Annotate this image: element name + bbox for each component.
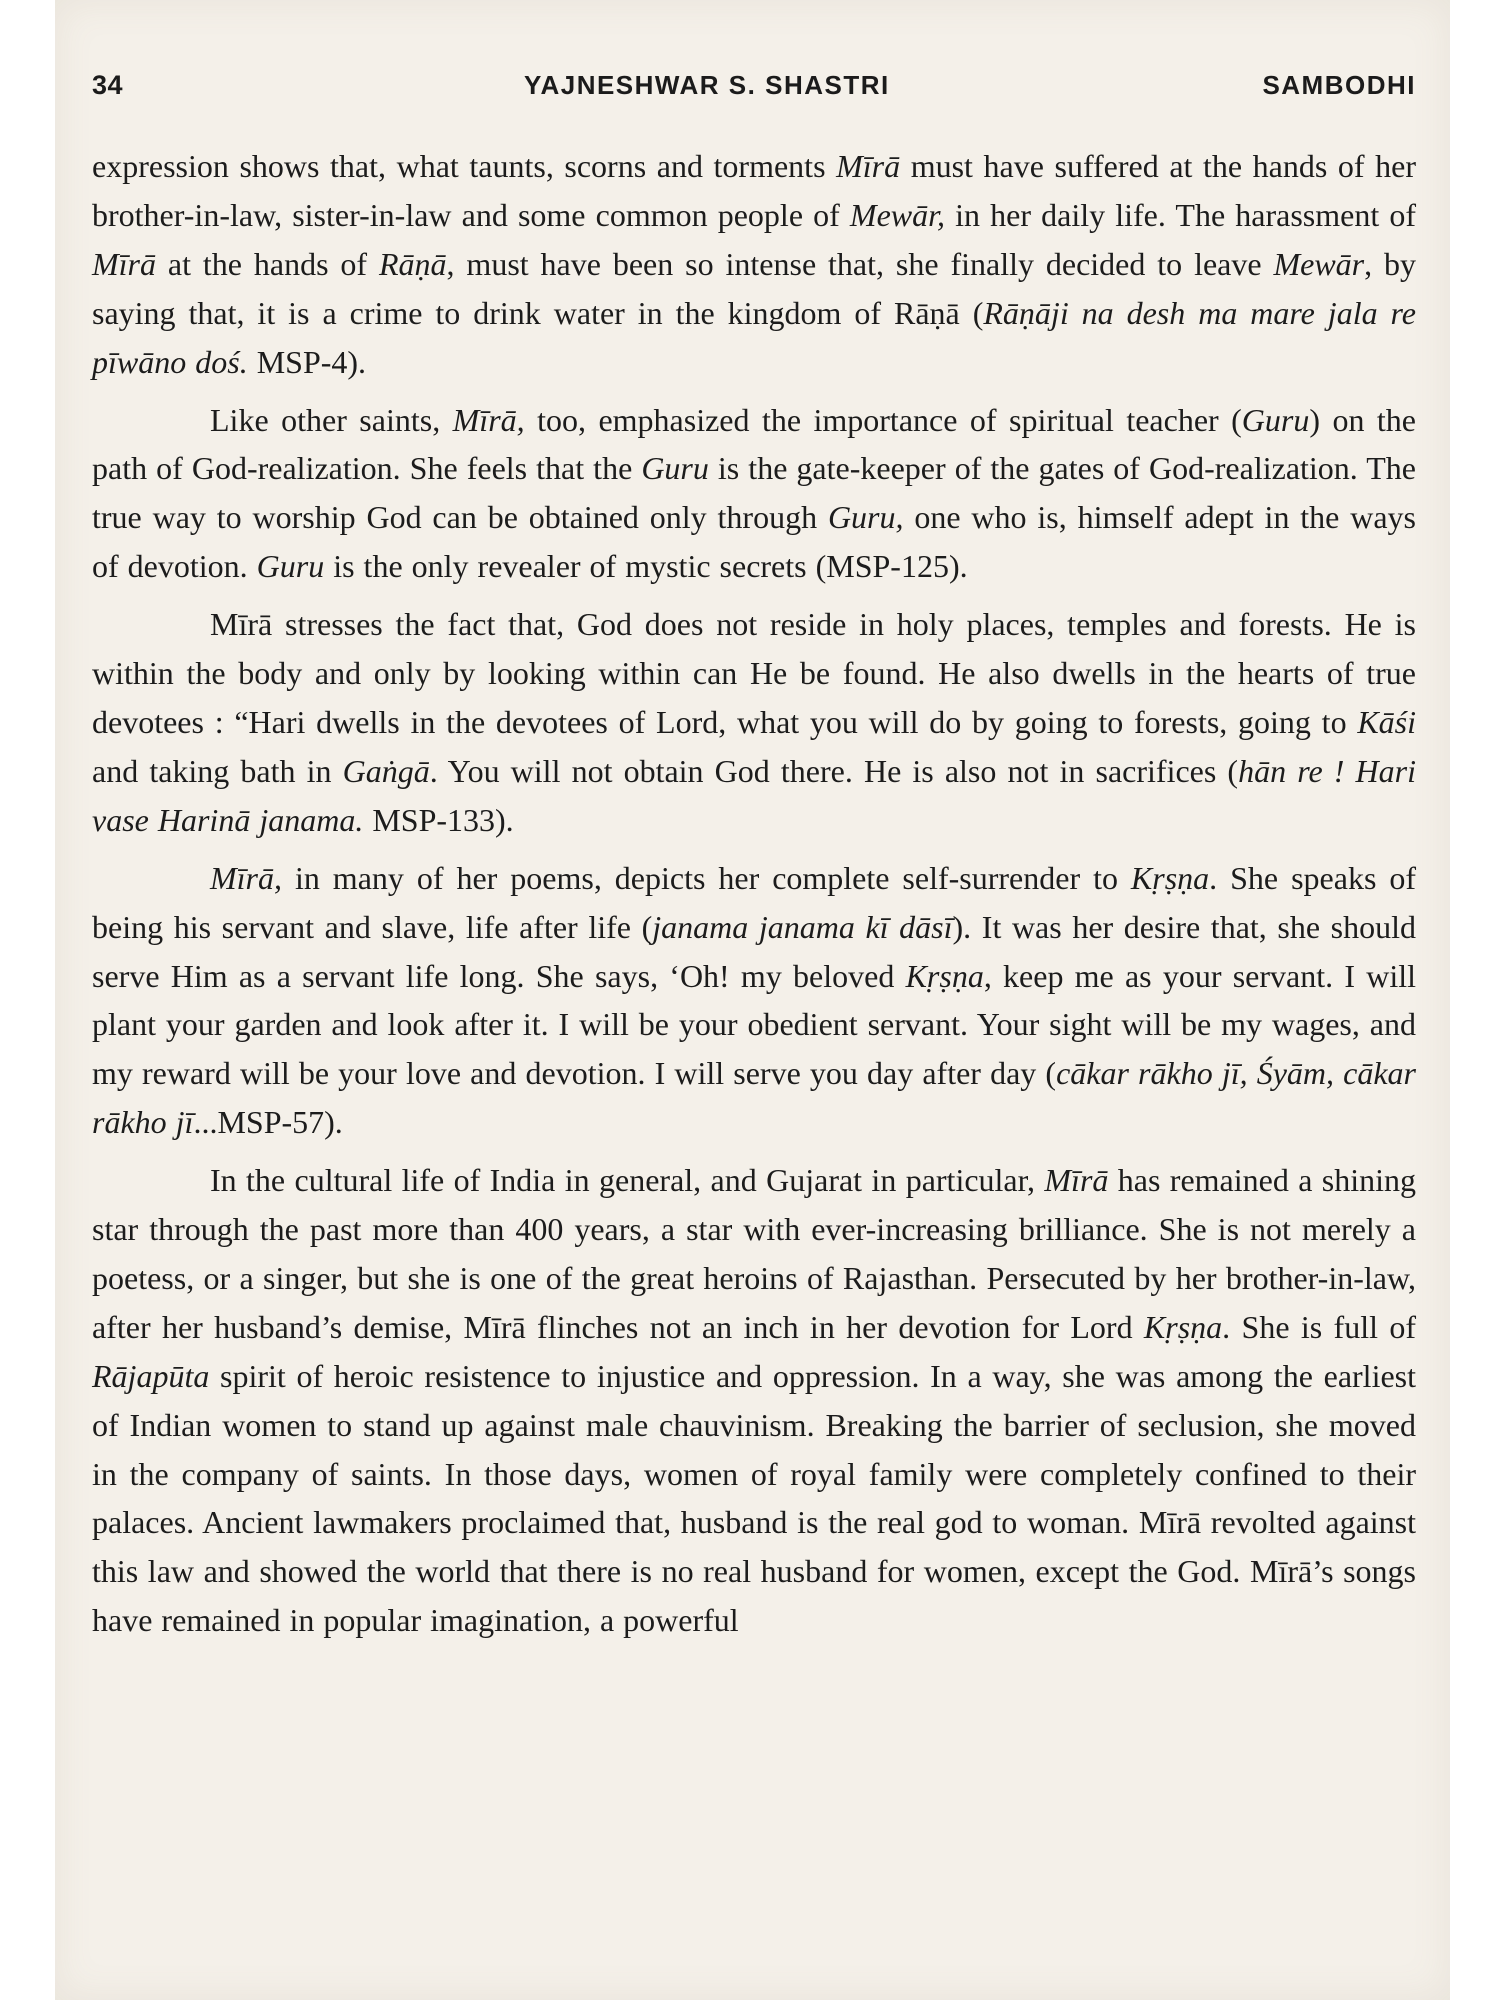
italic-term: Guru (1241, 401, 1310, 438)
body-text (92, 142, 1416, 1645)
text-run: spirit of heroic resistence to injustice and oppression. In a way, she was among the earliest of Indian women to stand up against male chauvinism. Breaking the barrier of seclusion, she moved in the company of saints. In those days, women of royal family were completely confined to their palaces. Ancient lawmakers proclaimed that, husband is the real god to woman. Mīrā revolted against this law and showed the world that there is no real husband for women, except the God. Mīrā’s songs have remained in popular imagination, a powerful (92, 1357, 1416, 1639)
text-run: . You will not obtain God there. He is also not in sacrifices ( (429, 752, 1239, 789)
italic-term: Mewār (1273, 245, 1365, 282)
text-run: MSP-133). (363, 801, 514, 838)
text-run: at the hands of (156, 245, 379, 282)
running-header (92, 62, 1416, 102)
text-run: In the cultural life of India in general, and Gujarat in particular, (210, 1162, 1045, 1199)
italic-term: Rājapūta (92, 1357, 210, 1394)
text-run: Mīrā stresses the fact that, God does not reside in holy places, temples and forests. He is within the body and only by looking within can He be found. He also dwells in the hearts of true devotees : “Hari dwells in the devotees of Lord, what you will do by going to forests, going to (92, 606, 1416, 740)
text-run: in many of her poems, depicts her complete self-surrender to (282, 859, 1131, 896)
italic-term: Guru (256, 548, 325, 585)
italic-term: Guru (641, 450, 709, 487)
paragraph-3 (92, 600, 1416, 845)
italic-term: Gaṅgā (342, 752, 430, 789)
text-run: too, emphasized the importance of spiritual teacher ( (524, 401, 1242, 438)
text-run: is the gate-keeper of the gates of God-realization. The true way to worship God can be obtained only through (92, 450, 1417, 536)
italic-term: Rāṇā (378, 245, 447, 282)
text-run: one who is, himself adept in the ways of devotion. (92, 499, 1417, 585)
italic-term: Guru, (827, 499, 904, 536)
italic-term: Kṛṣṇa (905, 957, 984, 994)
text-run: , by saying that, it is a crime to drink water in the kingdom of Rāṇā ( (92, 245, 1417, 331)
italic-term: Rāṇāji na desh ma mare jala re pīwāno doś. (92, 294, 1417, 380)
text-run: ) on the path of God-realization. She feels that the (92, 401, 1416, 487)
text-run: ). It was her desire that, she should serve Him as a servant life long. She says, ‘Oh! my beloved (92, 908, 1417, 994)
italic-term: Kṛṣṇa (1130, 859, 1210, 896)
text-run: in her daily life. The harassment of (945, 196, 1417, 233)
paragraph-1 (92, 142, 1416, 387)
paragraph-4 (92, 854, 1416, 1147)
text-run: Like other saints, (210, 401, 453, 438)
running-head-author: YAJNESHWAR S. SHASTRI (524, 70, 890, 100)
text-run: ...MSP-57). (193, 1104, 343, 1141)
text-run: must have suffered at the hands of her brother-in-law, sister-in-law and some common people of (92, 148, 1417, 233)
italic-term: janama janama kī dāsī (652, 908, 953, 945)
paragraph-2 (92, 396, 1416, 592)
text-run: , must have been so intense that, she finally decided to leave (446, 245, 1274, 282)
italic-term: Mīrā, (452, 401, 525, 438)
italic-term: Kāśi (1357, 703, 1416, 740)
text-run: , keep me as your servant. I will plant your garden and look after it. I will be your obedient servant. Your sight will be my wages, and my reward will be your love and devotion. I will serve you day after day ( (92, 957, 1417, 1092)
italic-term: cākar rākho jī, Śyām, cākar rākho jī (92, 1055, 1417, 1141)
italic-term: Mīrā (1044, 1162, 1109, 1199)
text-run: expression shows that, what taunts, scorns and torments (92, 148, 837, 184)
running-head-journal: SAMBODHI (1262, 70, 1416, 100)
italic-term: Mīrā (836, 148, 901, 184)
text-run: has remained a shining star through the past more than 400 years, a star with ever-increasing brilliance. She is not merely a poetess, or a singer, but she is one of the great heroins of Rajasthan. Persecuted by her brother-in-law, after her husband’s demise, Mīrā flinches not an inch in her devotion for Lord (92, 1162, 1417, 1345)
text-run: is the only revealer of mystic secrets (MSP-125). (324, 548, 968, 585)
page-number: 34 (92, 70, 124, 100)
paragraph-5 (92, 1156, 1416, 1645)
italic-term: hān re ! Hari vase Harinā janama. (92, 752, 1417, 838)
text-run: . She speaks of being his servant and slave, life after life ( (92, 859, 1417, 945)
italic-term: Kṛṣṇa (1143, 1308, 1223, 1345)
text-run: and taking bath in (92, 752, 343, 789)
italic-term: Mīrā, (210, 859, 282, 896)
text-run: MSP-4). (247, 343, 367, 380)
italic-term: Mīrā (92, 245, 156, 282)
text-run: . She is full of (1222, 1308, 1417, 1345)
italic-term: Mewār, (849, 196, 946, 233)
